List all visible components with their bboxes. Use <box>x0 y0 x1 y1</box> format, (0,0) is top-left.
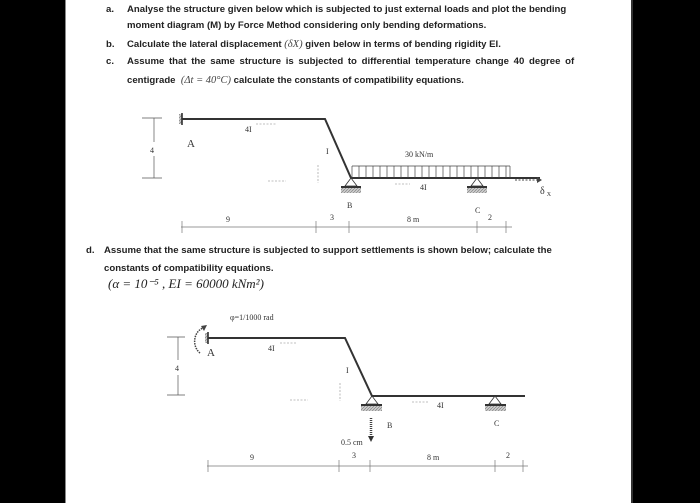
dim-3: 3 <box>330 213 334 222</box>
displacement-label: δ $_X$ <box>540 186 552 198</box>
question-d-line2: constants of compatibility equations. <box>104 263 274 274</box>
question-a-line1: Analyse the structure given below which is subjected to just external loads and plot the bending <box>127 4 567 15</box>
stiffness-top-label-2: 4I <box>268 344 275 353</box>
rotation-arrow-icon <box>195 328 203 353</box>
material-parameters: (α = 10⁻⁵ , EI = 60000 kNm²) <box>108 276 264 291</box>
stiffness-inclined-label-2: I <box>346 366 349 375</box>
support-a2-label: A <box>207 347 215 359</box>
question-c-pre: centigrade <box>127 75 176 86</box>
question-a-line2: moment diagram (M) by Force Method considering only bending deformations. <box>127 20 487 31</box>
settlement-label: 0.5 cm <box>341 438 363 447</box>
dim-2: 2 <box>488 213 492 222</box>
stiffness-beam-label-2: 4I <box>437 401 444 410</box>
support-b-label: B <box>347 201 353 210</box>
question-d-line1: Assume that the same structure is subjected to support settlements is shown below; calculate the <box>104 245 552 256</box>
question-c-label: c. <box>106 56 115 67</box>
dim-2-2: 2 <box>506 451 510 460</box>
height-label-2: 4 <box>175 364 179 373</box>
question-d-label: d. <box>86 245 95 256</box>
support-c2-label: C <box>494 419 500 428</box>
stiffness-top-label: 4I <box>245 125 252 134</box>
question-b-label: b. <box>106 39 115 50</box>
dim-9: 9 <box>226 215 230 224</box>
question-c-line1: Assume that the same structure is subjected to differential temperature change 40 degree of <box>127 56 575 67</box>
support-a-label: A <box>187 138 195 150</box>
rotation-label: φ=1/1000 rad <box>230 313 274 322</box>
height-label: 4 <box>150 146 154 155</box>
load-label: 30 kN/m <box>405 150 434 159</box>
span-dimensions-2 <box>207 460 528 472</box>
dim-3-2: 3 <box>352 451 356 460</box>
dim-8m-2: 8 m <box>427 453 440 462</box>
stiffness-inclined-label: I <box>326 147 329 156</box>
support-c-label: C <box>475 206 481 215</box>
pin-support-c2-icon <box>485 396 506 411</box>
support-b2-label: B <box>387 421 393 430</box>
stiffness-beam-label: 4I <box>420 183 427 192</box>
frame-members-2 <box>208 338 525 396</box>
pin-support-b2-icon <box>361 396 382 411</box>
delta-x-symbol: (δX) <box>284 39 303 50</box>
dim-8m: 8 m <box>407 215 420 224</box>
question-a-label: a. <box>106 4 115 15</box>
question-b-pre: Calculate the lateral displacement <box>127 39 282 50</box>
delta-t-equation: (Δt = 40°C) <box>180 75 231 86</box>
dim-9-2: 9 <box>250 453 254 462</box>
question-c-post: calculate the constants of compatibility equations. <box>233 75 464 86</box>
question-b-post: given below in terms of bending rigidity EI. <box>305 39 501 50</box>
